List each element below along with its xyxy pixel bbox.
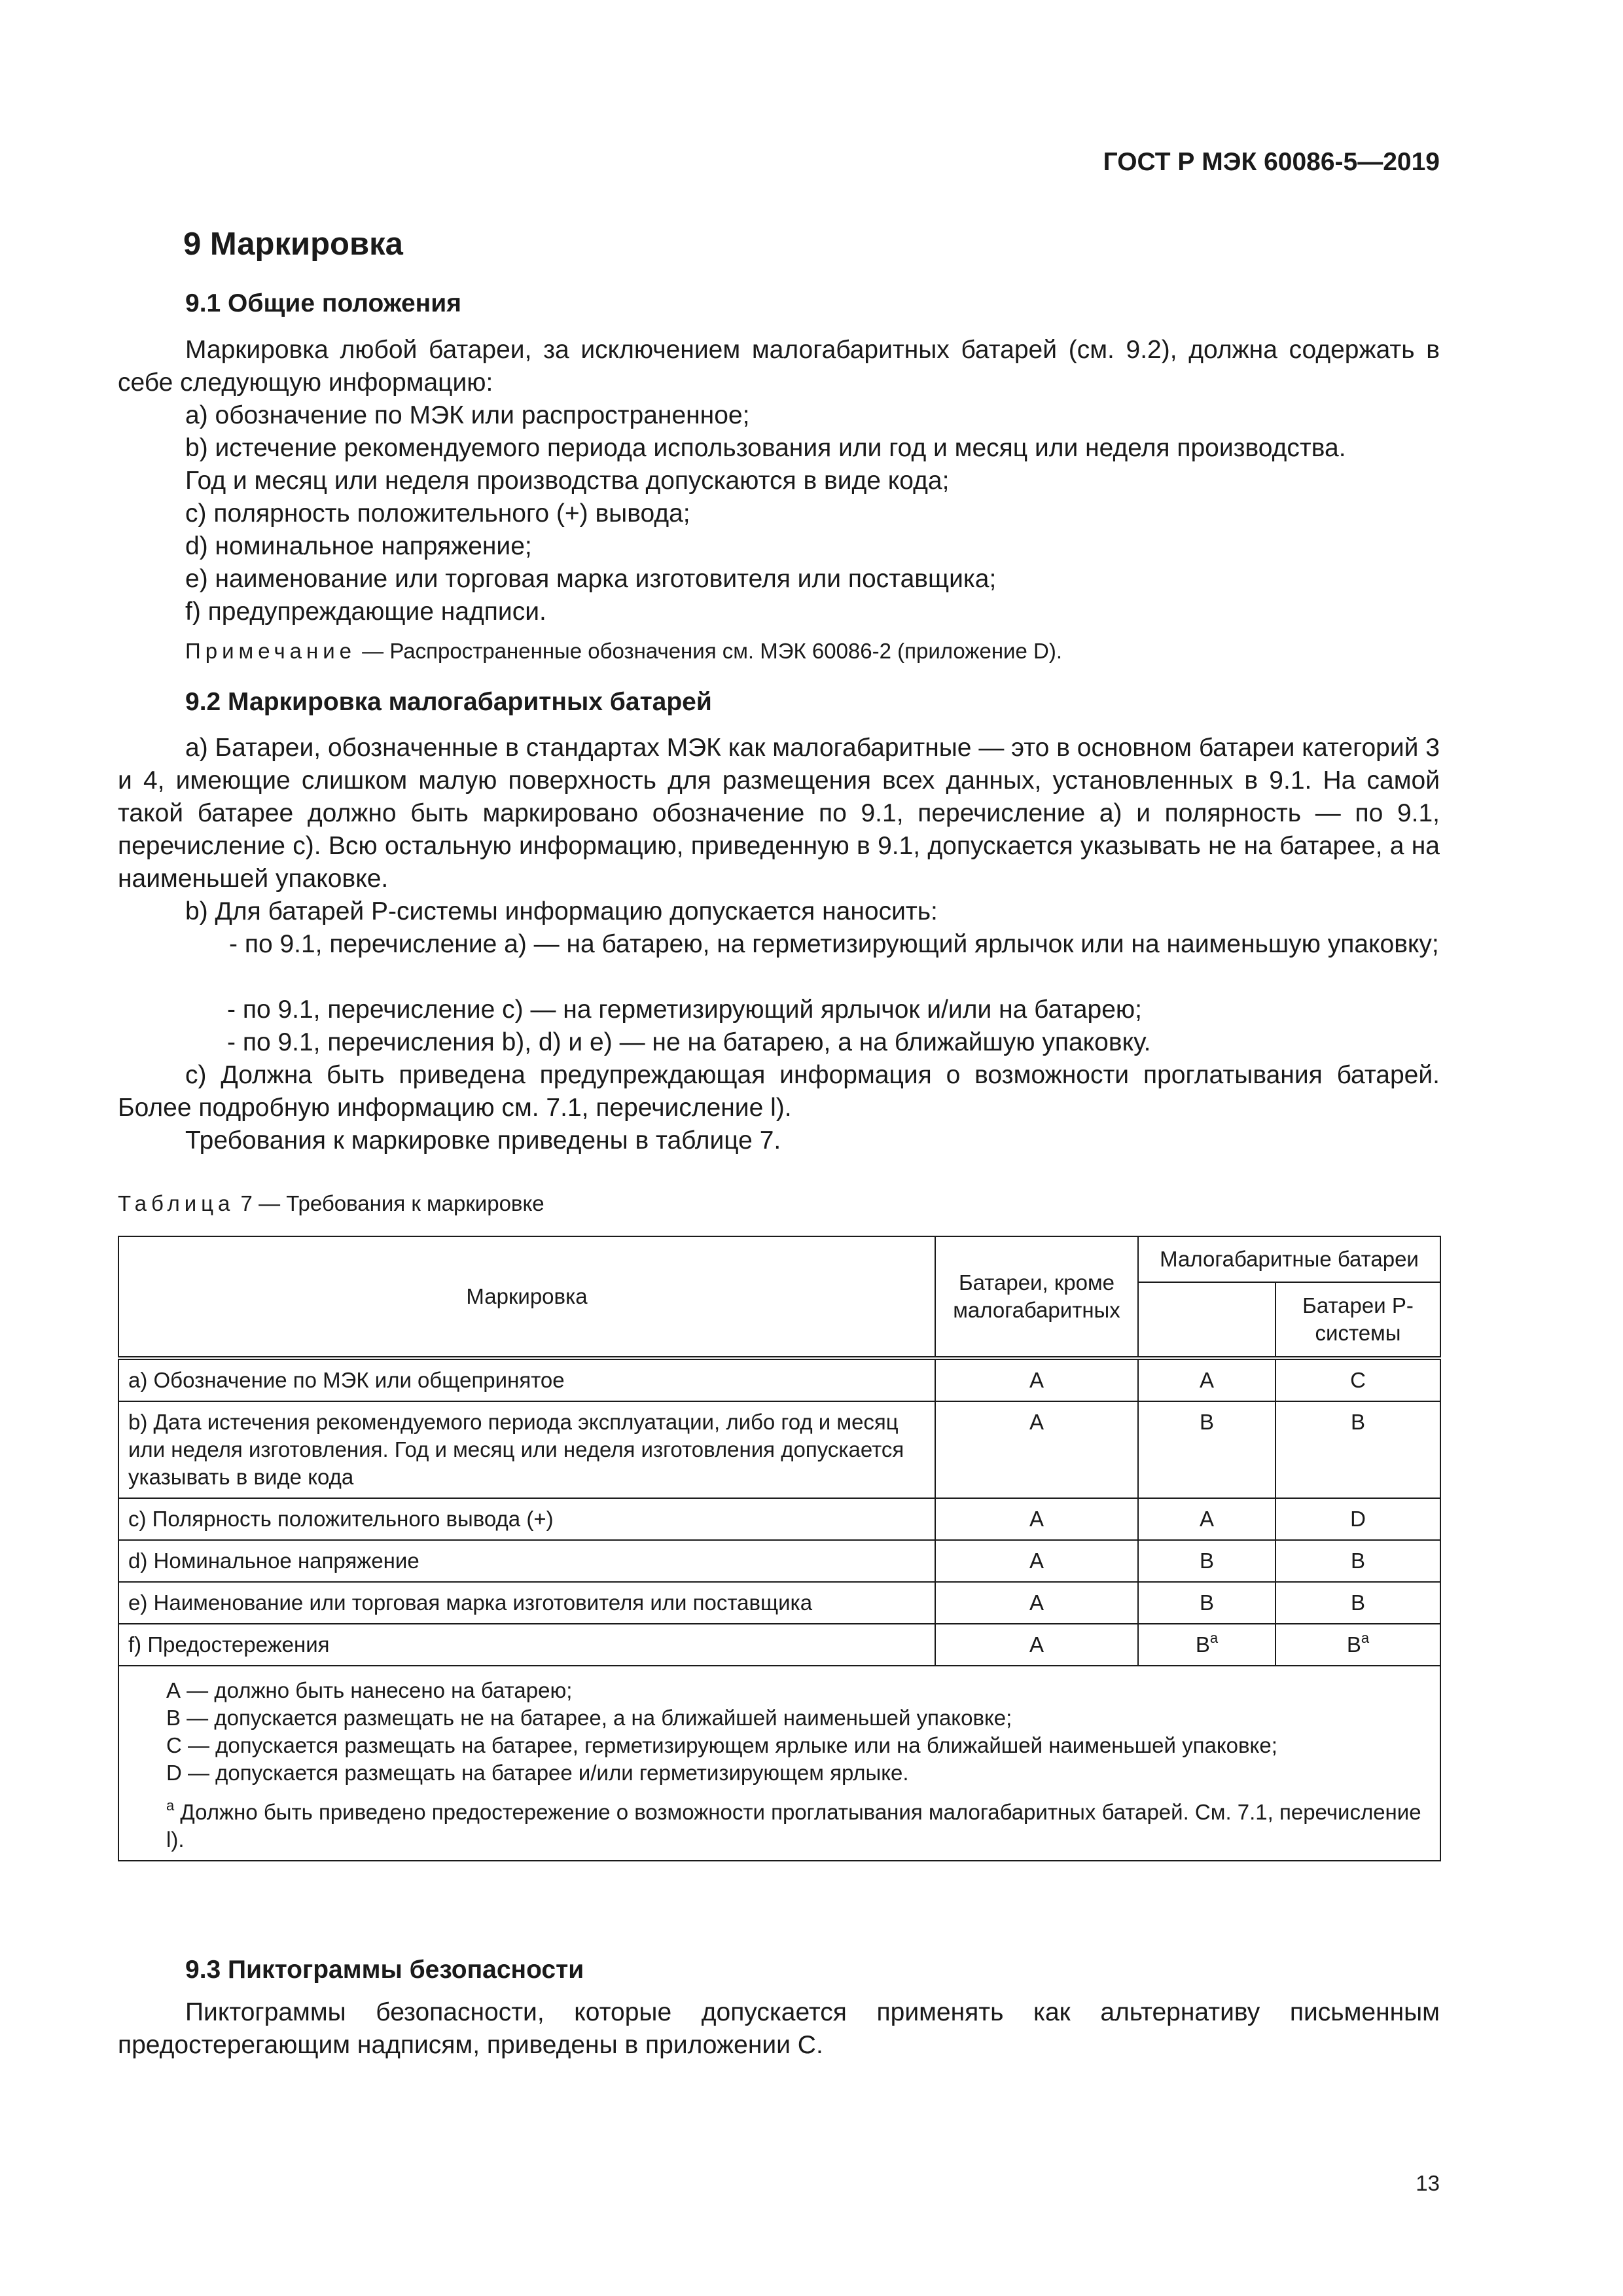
section-9-3-text: Пиктограммы безопасности, которые допускается применять как альтернативу письменным предостерегающим надписям, приведены в приложении С.	[118, 1998, 1440, 2059]
section-9-1-intro: Маркировка любой батареи, за исключением малогабаритных батарей (см. 9.2), должна содержать в себе следующую информацию:	[118, 336, 1440, 397]
legend-item-c: С — допускается размещать на батарее, герметизирующем ярлыке или на ближайшей наименьшей упаковке;	[166, 1733, 1277, 1757]
section-9-3-heading: 9.3 Пиктограммы безопасности	[185, 1956, 584, 1984]
footnote-mark: a	[166, 1797, 175, 1814]
cell-small	[1138, 1624, 1275, 1666]
list-item-d: d) номинальное напряжение;	[185, 532, 532, 560]
section-9-2-para-a: а) Батареи, обозначенные в стандартах МЭК как малогабаритные — это в основном батареи категорий 3 и 4, имеющие слишком малую поверхность для размещения всех данных, установленных в 9.1. На самой такой батарее должно быть маркировано обозначение по 9.1, перечисление а) и полярность — по 9.1, перечисление с). Всю остальную информацию, приведенную в 9.1, допускается указывать не на батарее, а на наименьшей упаковке.	[118, 734, 1440, 893]
cell-p	[1275, 1624, 1440, 1666]
cell-small: В	[1138, 1401, 1275, 1498]
table-legend	[118, 1666, 1440, 1861]
table-footnote	[134, 1799, 1425, 1854]
section-9-2-para-c: с) Должна быть приведена предупреждающая информация о возможности проглатывания батарей. Более подробную информацию см. 7.1, перечисление l).	[118, 1061, 1440, 1122]
section-9-2-heading: 9.2 Маркировка малогабаритных батарей	[185, 688, 712, 716]
list-item-f: f) предупреждающие надписи.	[185, 598, 546, 626]
list-item-b: b) истечение рекомендуемого периода использования или год и месяц или неделя производства.	[185, 434, 1346, 462]
table-row	[118, 1624, 1440, 1666]
dash-item-2: - по 9.1, перечисление с) — на герметизирующий ярлычок и/или на батарею;	[227, 996, 1143, 1024]
header-marking: Маркировка	[118, 1236, 935, 1358]
cell-p: В	[1275, 1401, 1440, 1498]
cell-small: В	[1138, 1582, 1275, 1624]
table-caption-text: 7 — Требования к маркировке	[234, 1191, 544, 1215]
page-number: 13	[1416, 2171, 1440, 2195]
standard-identifier: ГОСТ Р МЭК 60086-5—2019	[1103, 148, 1440, 176]
row-label: с) Полярность положительного вывода (+)	[118, 1498, 935, 1540]
list-item-b-cont: Год и месяц или неделя производства допускаются в виде кода;	[185, 467, 950, 495]
table-row	[118, 1540, 1440, 1582]
table-row	[118, 1401, 1440, 1498]
legend-item-d: D — допускается размещать на батарее и/или герметизирующем ярлыке.	[166, 1761, 909, 1785]
table-legend-row	[118, 1666, 1440, 1861]
cell-other: А	[935, 1582, 1138, 1624]
header-other-batteries: Батареи, кроме малогабаритных	[935, 1236, 1138, 1358]
dash-item-1: - по 9.1, перечисление а) — на батарею, на герметизирующий ярлычок или на наименьшую упаковку;	[229, 930, 1439, 958]
cell-other: А	[935, 1498, 1138, 1540]
cell-other: А	[935, 1358, 1138, 1401]
list-item-e: e) наименование или торговая марка изготовителя или поставщика;	[185, 565, 997, 593]
header-small-batteries: Малогабаритные батареи	[1138, 1236, 1440, 1282]
cell-small-value: В	[1195, 1632, 1210, 1657]
table-row	[118, 1582, 1440, 1624]
dash-item-3: - по 9.1, перечисления b), d) и е) — не на батарею, а на ближайшую упаковку.	[227, 1028, 1151, 1056]
legend-item-b: В — допускается размещать не на батарее, а на ближайшей наименьшей упаковке;	[166, 1706, 1012, 1730]
row-label: b) Дата истечения рекомендуемого периода эксплуатации, либо год и месяц или неделя изготовления. Год и месяц или неделя изготовления допускается указывать в виде кода	[118, 1401, 935, 1498]
cell-p: В	[1275, 1540, 1440, 1582]
marking-table	[118, 1236, 1441, 1861]
note-label: Примечание	[185, 639, 357, 663]
note	[185, 639, 1062, 664]
footnote-mark: a	[1361, 1630, 1370, 1646]
note-text: — Распространенные обозначения см. МЭК 60086-2 (приложение D).	[356, 639, 1062, 663]
cell-p: D	[1275, 1498, 1440, 1540]
list-item-a: a) обозначение по МЭК или распространенное;	[185, 401, 750, 429]
table-row	[118, 1358, 1440, 1401]
cell-p: С	[1275, 1358, 1440, 1401]
section-9-2-para-b: b) Для батарей Р-системы информацию допускается наносить:	[185, 897, 938, 925]
cell-p: В	[1275, 1582, 1440, 1624]
row-label: е) Наименование или торговая марка изготовителя или поставщика	[118, 1582, 935, 1624]
cell-small: А	[1138, 1498, 1275, 1540]
footnote-text: Должно быть приведено предостережение о возможности проглатывания малогабаритных батарей. См. 7.1, перечисление l).	[166, 1800, 1421, 1852]
table-row	[118, 1498, 1440, 1540]
section-9-1-heading: 9.1 Общие положения	[185, 289, 461, 317]
cell-other: А	[935, 1401, 1138, 1498]
list-item-c: c) полярность положительного (+) вывода;	[185, 499, 690, 528]
cell-small: А	[1138, 1358, 1275, 1401]
footnote-mark: a	[1209, 1630, 1219, 1646]
row-label: d) Номинальное напряжение	[118, 1540, 935, 1582]
cell-small: В	[1138, 1540, 1275, 1582]
cell-other: А	[935, 1624, 1138, 1666]
section-9-heading: 9 Маркировка	[183, 226, 403, 262]
table-reference: Требования к маркировке приведены в таблице 7.	[185, 1126, 781, 1155]
legend-item-a: А — должно быть нанесено на батарею;	[166, 1678, 573, 1702]
cell-other: А	[935, 1540, 1138, 1582]
header-p-system: Батареи Р-системы	[1275, 1282, 1440, 1358]
table-caption-label: Таблица	[118, 1191, 235, 1215]
row-label: а) Обозначение по МЭК или общепринятое	[118, 1358, 935, 1401]
cell-p-value: В	[1346, 1632, 1361, 1657]
row-label: f) Предостережения	[118, 1624, 935, 1666]
header-small-blank	[1138, 1282, 1275, 1358]
table-caption	[118, 1191, 544, 1216]
